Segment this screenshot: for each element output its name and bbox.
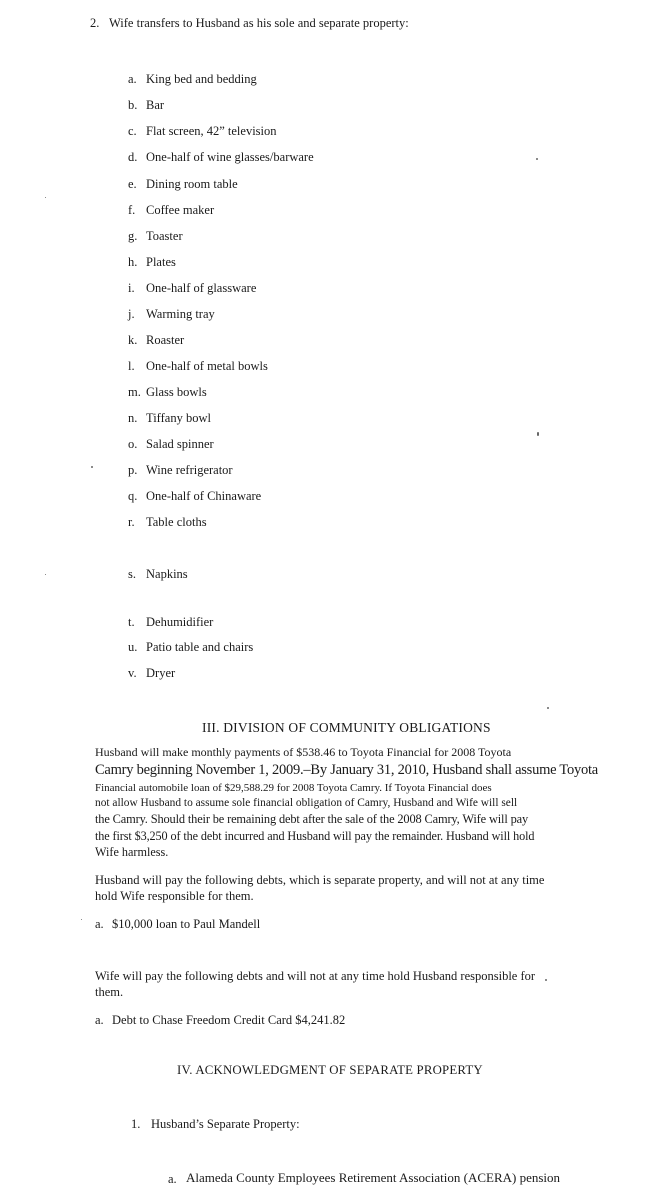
property-item-text: Patio table and chairs <box>146 640 254 654</box>
acera-item-text: Alameda County Employees Retirement Association (ACERA) pension <box>186 1170 561 1185</box>
scan-speck <box>545 979 547 981</box>
property-item-letter: q. <box>128 489 138 503</box>
property-item-letter: u. <box>128 640 138 654</box>
property-item-letter: l. <box>128 359 135 373</box>
property-item-text: Warming tray <box>146 307 215 321</box>
property-item-letter: a. <box>128 72 137 86</box>
property-item-text: Plates <box>146 255 176 269</box>
property-item-letter: n. <box>128 411 138 425</box>
property-item-letter: v. <box>128 666 137 680</box>
obligation-paragraph-line: Husband will make monthly payments of $538.46 to Toyota Financial for 2008 Toyota <box>95 745 512 759</box>
obligation-paragraph-line: not allow Husband to assume sole financial obligation of Camry, Husband and Wife will sell <box>95 797 518 809</box>
obligation-paragraph-line: Financial automobile loan of $29,588.29 for 2008 Toyota Camry. If Toyota Financial does <box>95 782 492 794</box>
property-item-text: Bar <box>146 98 165 112</box>
property-item-text: Flat screen, 42” television <box>146 124 277 138</box>
property-item-text: One-half of Chinaware <box>146 489 262 503</box>
property-item-letter: m. <box>128 385 141 399</box>
property-item-letter: d. <box>128 150 138 164</box>
property-item-text: One-half of glassware <box>146 281 257 295</box>
obligation-paragraph-line: the first $3,250 of the debt incurred and Husband will pay the remainder. Husband will hold <box>95 829 535 843</box>
property-item-letter: p. <box>128 463 138 477</box>
property-item-text: Dryer <box>146 666 176 680</box>
property-item-letter: h. <box>128 255 138 269</box>
property-item-text: Wine refrigerator <box>146 463 233 477</box>
property-item-text: Napkins <box>146 567 188 581</box>
property-item-letter: b. <box>128 98 138 112</box>
scan-speck <box>45 197 46 198</box>
husband-debt-text: $10,000 loan to Paul Mandell <box>112 917 261 931</box>
property-item-letter: j. <box>128 307 135 321</box>
wife-debt-text: Debt to Chase Freedom Credit Card $4,241.82 <box>112 1013 346 1027</box>
property-item-text: One-half of wine glasses/barware <box>146 150 314 164</box>
section-4-heading: IV. ACKNOWLEDGMENT OF SEPARATE PROPERTY <box>177 1063 483 1077</box>
section-2-title: Wife transfers to Husband as his sole and separate property: <box>109 16 409 30</box>
scan-speck <box>537 432 539 436</box>
property-item-letter: i. <box>128 281 135 295</box>
husband-separate-property-number: 1. <box>131 1117 141 1131</box>
scan-speck <box>91 466 93 468</box>
property-item-text: Salad spinner <box>146 437 214 451</box>
property-item-letter: t. <box>128 615 135 629</box>
property-item-text: King bed and bedding <box>146 72 257 86</box>
section-3-heading: III. DIVISION OF COMMUNITY OBLIGATIONS <box>202 720 491 735</box>
property-item-letter: k. <box>128 333 138 347</box>
wife-debts-paragraph: Wife will pay the following debts and will not at any time hold Husband responsible for them. <box>95 969 536 999</box>
wife-debt-letter: a. <box>95 1013 104 1027</box>
property-item-text: Tiffany bowl <box>146 411 211 425</box>
property-item-letter: g. <box>128 229 138 243</box>
property-item-letter: e. <box>128 177 137 191</box>
scan-speck <box>45 574 46 575</box>
acera-item-letter: a. <box>168 1172 177 1186</box>
property-item-text: Dehumidifier <box>146 615 214 629</box>
property-item-text: Table cloths <box>146 515 207 529</box>
property-item-text: Dining room table <box>146 177 238 191</box>
scan-speck <box>547 707 549 709</box>
property-item-text: Toaster <box>146 229 183 243</box>
property-item-text: Glass bowls <box>146 385 207 399</box>
husband-debts-paragraph: Husband will pay the following debts, which is separate property, and will not at any time hold Wife responsible for them. <box>95 873 545 903</box>
scan-speck <box>81 919 82 920</box>
scan-speck <box>536 158 538 160</box>
property-item-letter: s. <box>128 567 136 581</box>
obligation-paragraph-line: Wife harmless. <box>95 845 169 859</box>
obligation-paragraph-line: Camry beginning November 1, 2009.–By January 31, 2010, Husband shall assume Toyota <box>95 762 598 778</box>
section-2-number: 2. <box>90 16 100 30</box>
property-item-text: Roaster <box>146 333 185 347</box>
property-item-letter: f. <box>128 203 136 217</box>
property-item-text: One-half of metal bowls <box>146 359 268 373</box>
property-item-letter: r. <box>128 515 135 529</box>
husband-debt-letter: a. <box>95 917 104 931</box>
property-item-letter: c. <box>128 124 137 138</box>
property-item-text: Coffee maker <box>146 203 215 217</box>
obligation-paragraph-line: the Camry. Should their be remaining debt after the sale of the 2008 Camry, Wife will pay <box>95 812 529 826</box>
property-item-letter: o. <box>128 437 138 451</box>
husband-separate-property-label: Husband’s Separate Property: <box>151 1117 300 1131</box>
